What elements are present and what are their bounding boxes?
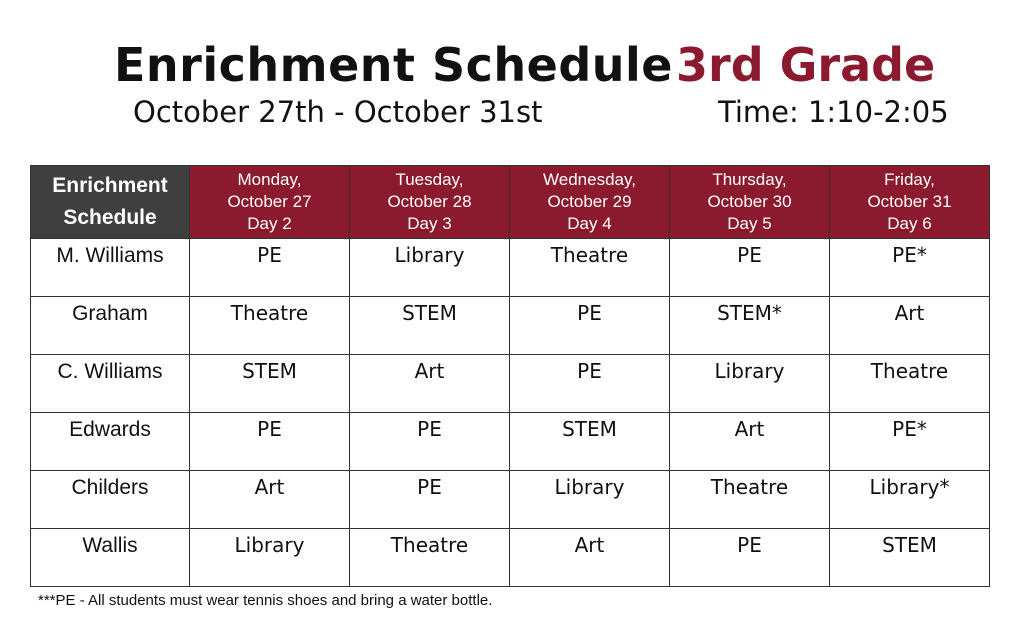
schedule-table (30, 165, 990, 587)
page-title: Enrichment Schedule (114, 38, 674, 92)
schedule-cell: STEM (190, 355, 350, 413)
day-number: Day 4 (567, 214, 612, 233)
corner-header (31, 166, 190, 239)
date-range: October 27th - October 31st (133, 95, 543, 129)
day-header (510, 166, 670, 239)
schedule-cell: Library (190, 529, 350, 587)
schedule-cell: STEM (350, 297, 510, 355)
schedule-cell: Library (350, 239, 510, 297)
day-date: October 31 (867, 192, 952, 211)
day-number: Day 2 (247, 214, 292, 233)
schedule-cell: PE (190, 239, 350, 297)
day-date: October 27 (227, 192, 312, 211)
day-weekday: Thursday, (712, 170, 787, 189)
table-row (31, 239, 990, 297)
schedule-cell: STEM (510, 413, 670, 471)
schedule-cell: Theatre (190, 297, 350, 355)
grade-label: 3rd Grade (676, 38, 936, 92)
day-header (830, 166, 990, 239)
day-date: October 28 (387, 192, 472, 211)
schedule-cell: PE (350, 471, 510, 529)
schedule-cell: PE* (830, 413, 990, 471)
table-row (31, 355, 990, 413)
teacher-cell: Edwards (31, 413, 190, 471)
teacher-cell: Wallis (31, 529, 190, 587)
teacher-cell: C. Williams (31, 355, 190, 413)
day-header (350, 166, 510, 239)
corner-line-1: Enrichment (52, 174, 168, 197)
schedule-cell: PE (350, 413, 510, 471)
schedule-cell: Theatre (510, 239, 670, 297)
day-weekday: Friday, (884, 170, 935, 189)
day-number: Day 5 (727, 214, 772, 233)
schedule-cell: Library (510, 471, 670, 529)
schedule-cell: Art (190, 471, 350, 529)
day-weekday: Wednesday, (543, 170, 636, 189)
time-range: Time: 1:10-2:05 (718, 95, 949, 129)
schedule-cell: Art (510, 529, 670, 587)
day-number: Day 6 (887, 214, 932, 233)
schedule-cell: Library (670, 355, 830, 413)
schedule-cell: Art (350, 355, 510, 413)
title-row (0, 38, 1024, 98)
footnote: ***PE - All students must wear tennis shoes and bring a water bottle. (38, 592, 493, 609)
schedule-cell: Theatre (830, 355, 990, 413)
table-row (31, 529, 990, 587)
schedule-cell: Theatre (350, 529, 510, 587)
teacher-cell: M. Williams (31, 239, 190, 297)
table-row (31, 297, 990, 355)
day-date: October 29 (547, 192, 632, 211)
table-row (31, 471, 990, 529)
day-header (190, 166, 350, 239)
schedule-cell: Library* (830, 471, 990, 529)
teacher-cell: Graham (31, 297, 190, 355)
header-row (31, 166, 990, 239)
day-weekday: Monday, (237, 170, 302, 189)
schedule-cell: Art (670, 413, 830, 471)
schedule-cell: PE (510, 297, 670, 355)
teacher-cell: Childers (31, 471, 190, 529)
schedule-cell: PE (510, 355, 670, 413)
schedule-cell: PE* (830, 239, 990, 297)
day-header (670, 166, 830, 239)
day-number: Day 3 (407, 214, 452, 233)
schedule-cell: Art (830, 297, 990, 355)
schedule-cell: PE (670, 239, 830, 297)
schedule-cell: STEM* (670, 297, 830, 355)
schedule-cell: PE (190, 413, 350, 471)
day-date: October 30 (707, 192, 792, 211)
corner-line-2: Schedule (63, 206, 157, 229)
schedule-cell: Theatre (670, 471, 830, 529)
day-weekday: Tuesday, (395, 170, 464, 189)
table-row (31, 413, 990, 471)
schedule-cell: STEM (830, 529, 990, 587)
schedule-cell: PE (670, 529, 830, 587)
